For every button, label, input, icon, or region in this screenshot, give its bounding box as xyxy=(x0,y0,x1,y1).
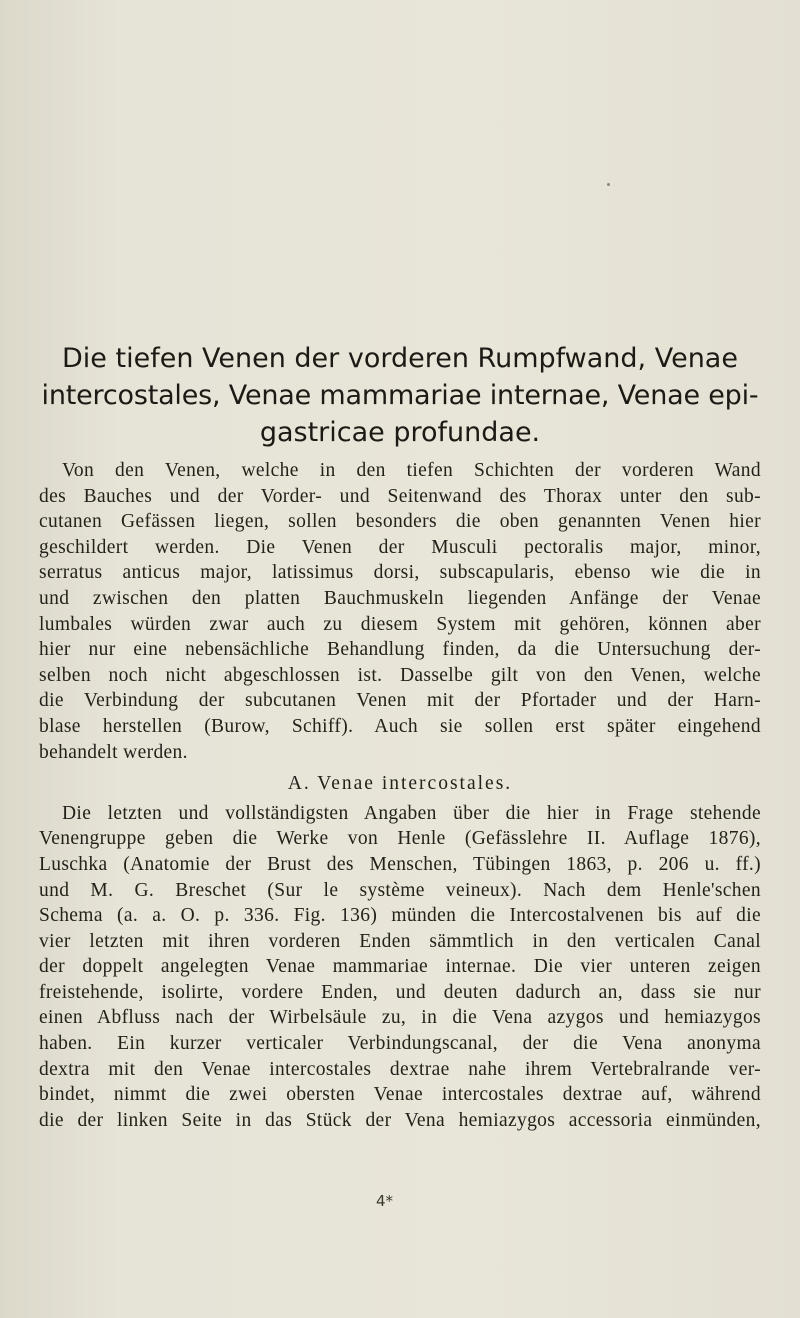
section-paragraph xyxy=(39,801,761,1134)
page-number: 4* xyxy=(376,1192,394,1210)
chapter-heading xyxy=(40,340,760,451)
text-line: der doppelt angelegten Venae mammariae internae. Die vier unteren zeigen xyxy=(39,956,761,978)
text-line: cutanen Gefässen liegen, sollen besonders die oben genannten Venen hier xyxy=(39,511,761,533)
text-line: hier nur eine nebensächliche Behandlung finden, da die Untersuchung der- xyxy=(39,639,761,661)
heading-line: Die tiefen Venen der vorderen Rumpfwand, Venae xyxy=(62,343,738,374)
text-line: lumbales würden zwar auch zu diesem System mit gehören, können aber xyxy=(39,613,761,635)
text-line: und zwischen den platten Bauchmuskeln liegenden Anfänge der Venae xyxy=(39,587,761,609)
text-line: freistehende, isolirte, vordere Enden, und deuten dadurch an, dass sie nur xyxy=(39,981,761,1003)
text-line: behandelt werden. xyxy=(39,741,188,763)
section-title: A. Venae intercostales. xyxy=(287,773,513,795)
text-line: geschildert werden. Die Venen der Musculi pectoralis major, minor, xyxy=(39,536,761,558)
text-line: Luschka (Anatomie der Brust des Menschen, Tübingen 1863, p. 206 u. ff.) xyxy=(39,853,761,875)
paper-speck xyxy=(607,183,610,186)
text-line: Venengruppe geben die Werke von Henle (Gefässlehre II. Auflage 1876), xyxy=(39,828,761,850)
text-line: Die letzten und vollständigsten Angaben über die hier in Frage stehende xyxy=(62,802,761,824)
text-line: blase herstellen (Burow, Schiff). Auch sie sollen erst später eingehend xyxy=(39,715,761,737)
text-line: Von den Venen, welche in den tiefen Schichten der vorderen Wand xyxy=(62,460,761,481)
heading-line: gastricae profundae. xyxy=(259,417,541,448)
body-text xyxy=(39,458,761,1133)
text-line: selben noch nicht abgeschlossen ist. Dasselbe gilt von den Venen, welche xyxy=(39,664,761,686)
text-line: und M. G. Breschet (Sur le système veineux). Nach dem Henle'schen xyxy=(39,879,761,901)
text-line: vier letzten mit ihren vorderen Enden sämmtlich in den verticalen Canal xyxy=(39,930,761,952)
text-line: dextra mit den Venae intercostales dextrae nahe ihrem Vertebralrande ver- xyxy=(39,1058,761,1080)
text-line: einen Abfluss nach der Wirbelsäule zu, in die Vena azygos und hemiazygos xyxy=(39,1007,761,1029)
text-line: serratus anticus major, latissimus dorsi, subscapularis, ebenso wie die in xyxy=(39,562,761,584)
intro-paragraph xyxy=(39,458,761,765)
heading-line: intercostales, Venae mammariae internae, Venae epi- xyxy=(41,380,759,411)
text-line: Schema (a. a. O. p. 336. Fig. 136) münden die Intercostalvenen bis auf die xyxy=(39,905,761,927)
text-line: die der linken Seite in das Stück der Vena hemiazygos accessoria einmünden, xyxy=(39,1109,761,1131)
text-line: die Verbindung der subcutanen Venen mit der Pfortader und der Harn- xyxy=(39,690,761,712)
text-line: des Bauches und der Vorder- und Seitenwand des Thorax unter den sub- xyxy=(39,485,761,507)
text-line: haben. Ein kurzer verticaler Verbindungscanal, der die Vena anonyma xyxy=(39,1033,761,1055)
text-line: bindet, nimmt die zwei obersten Venae intercostales dextrae auf, während xyxy=(39,1084,761,1106)
